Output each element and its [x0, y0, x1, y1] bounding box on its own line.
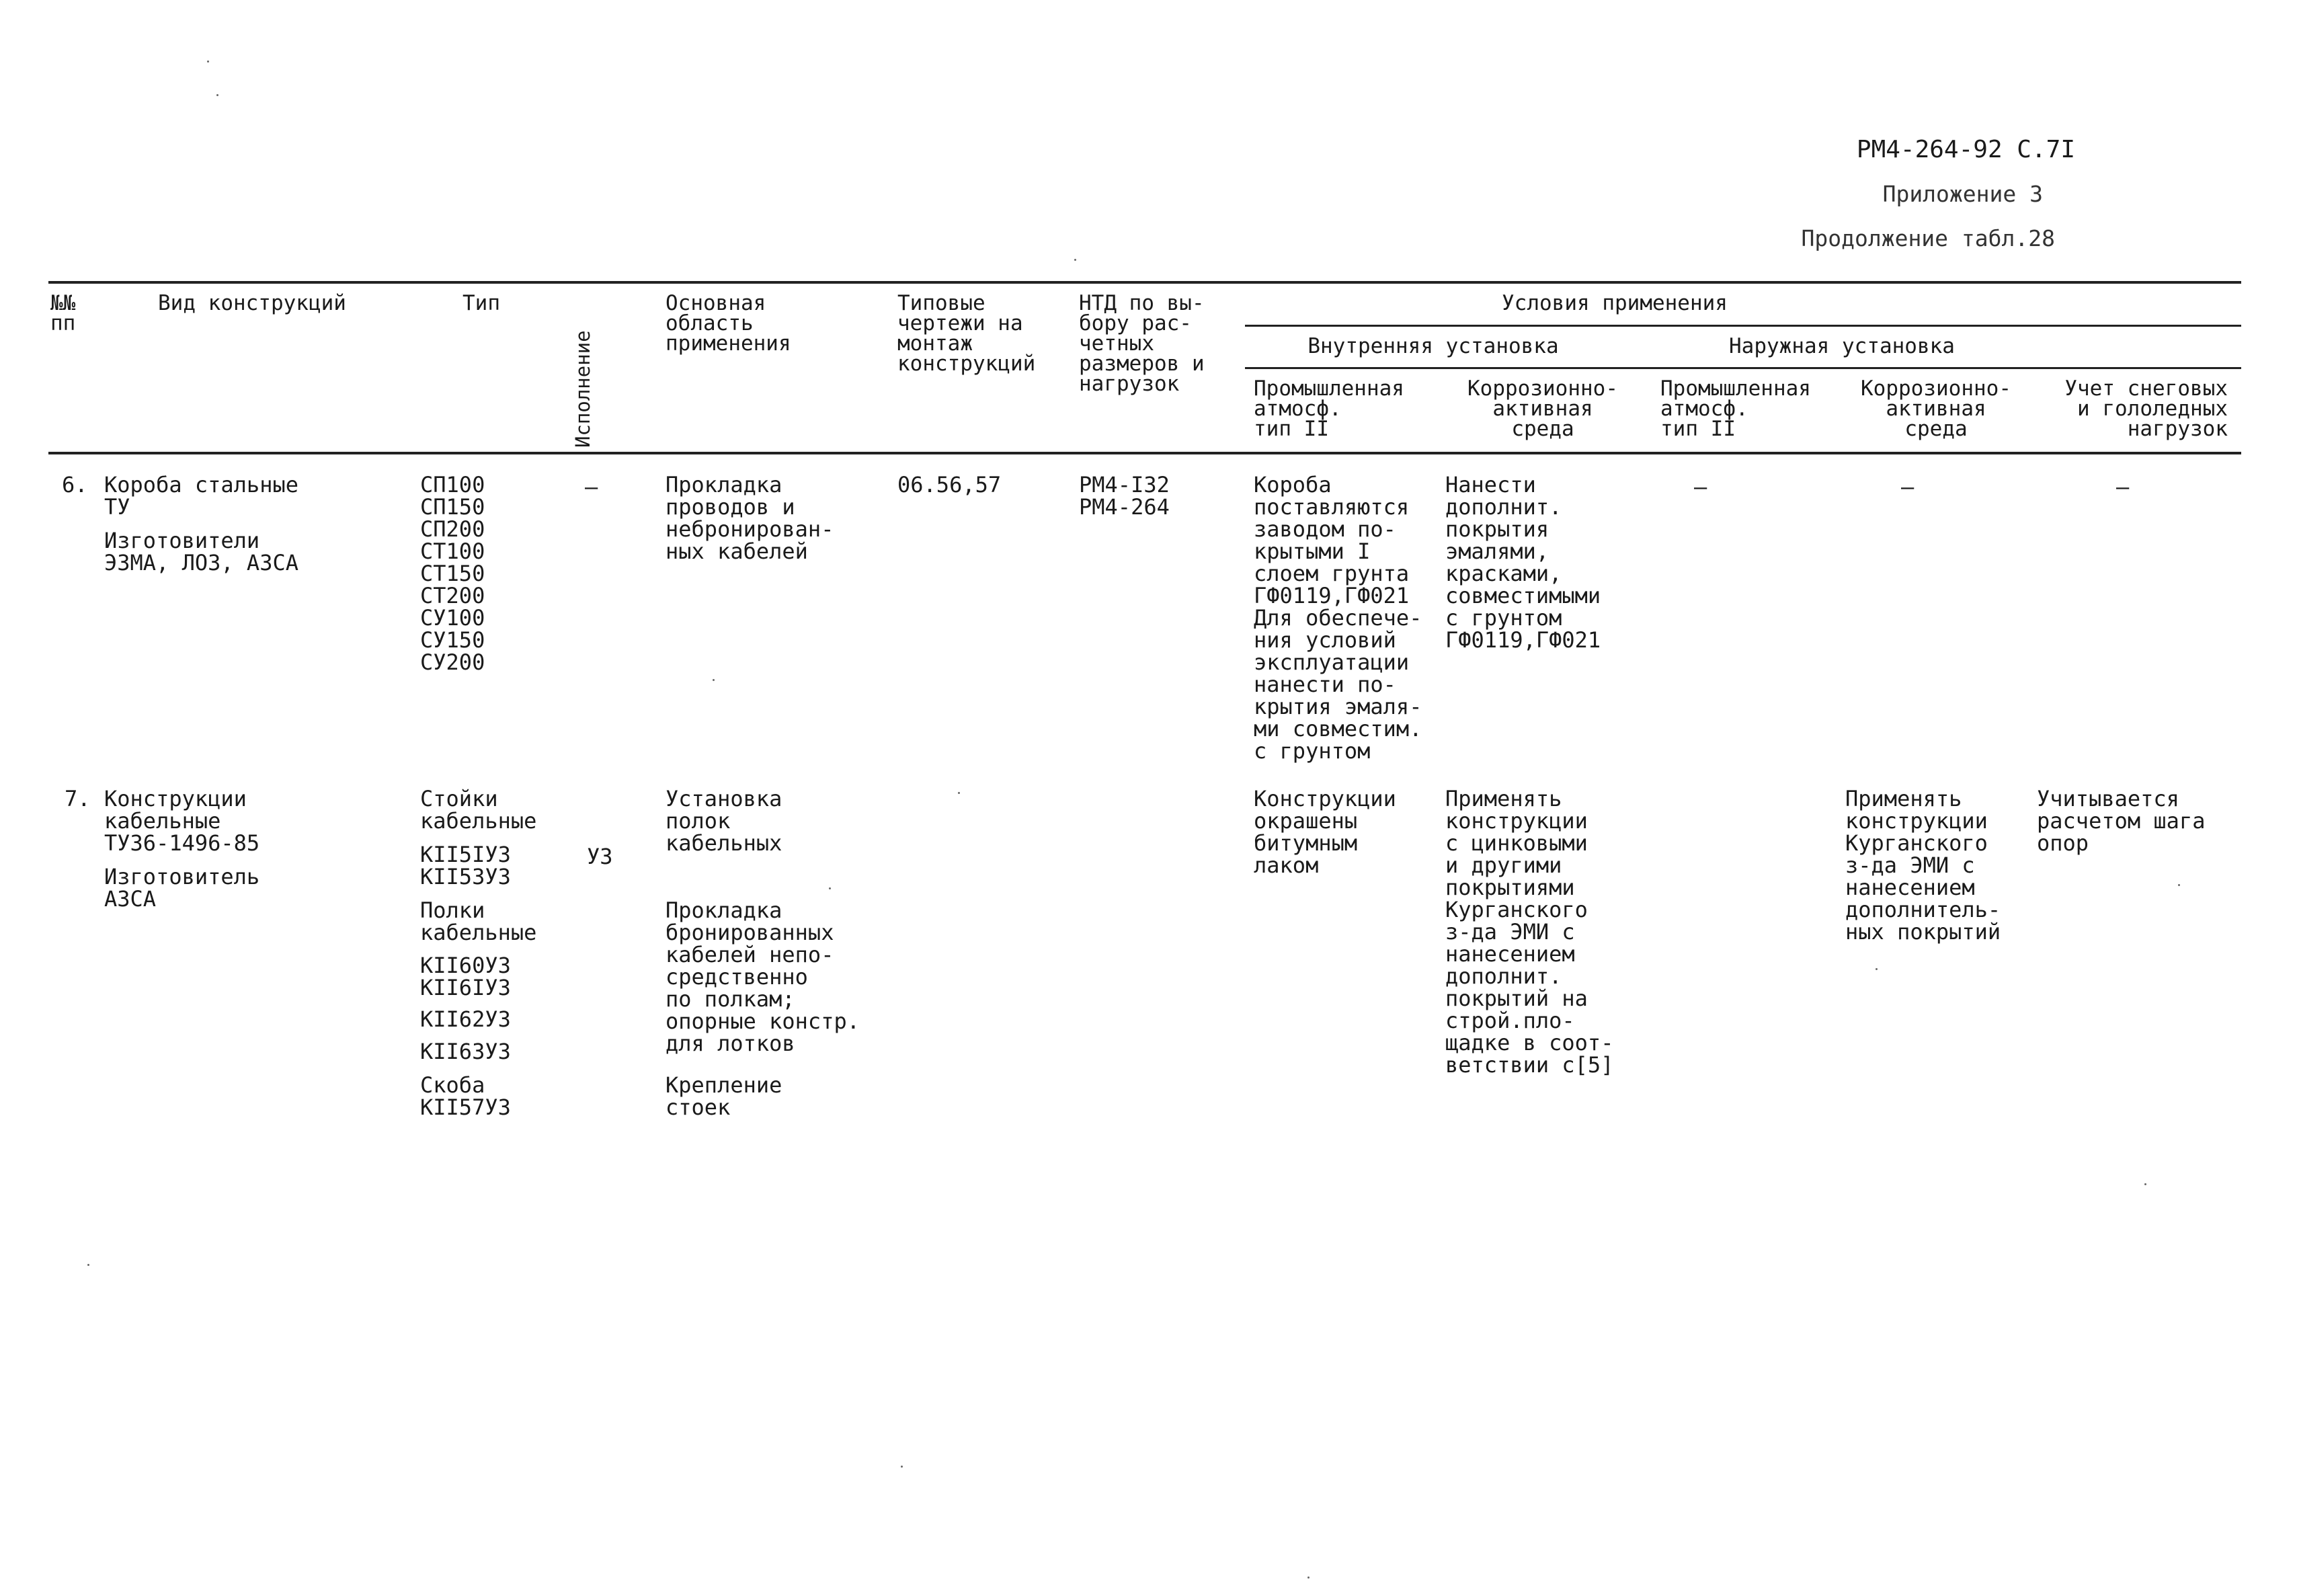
- header-conditions: Условия применения: [1502, 291, 1728, 315]
- row-6-ntd: РМ4-I32 РМ4-264: [1079, 472, 1170, 520]
- row-7-type-bracket: Скоба КII57У3: [420, 1072, 511, 1120]
- page-header: [1802, 128, 2076, 261]
- row-7-type-shelf-codes: КII60У3 КII6IУ3: [420, 953, 511, 1000]
- header-construction-kind: Вид конструкций: [158, 291, 346, 315]
- appendix-label: Приложение 3: [1882, 181, 2043, 207]
- header-indoor-corrosive: Коррозионно- активная среда: [1467, 376, 1618, 441]
- row-7-manufacturer: Изготовитель АЗСА: [104, 864, 260, 912]
- scan-speck: [2144, 1183, 2146, 1185]
- row-7-outdoor-corrosive: Применять конструкции Курганского з-да ЭМИ с нанесением дополнитель- ных покрытий: [1845, 786, 2001, 945]
- row-7-type-code-62: КII62У3: [420, 1006, 511, 1032]
- row-6-outdoor-industrial: –: [1694, 474, 1707, 500]
- header-bottom-rule: [48, 452, 2241, 454]
- row-6-construction-kind: Короба стальные ТУ: [104, 472, 298, 520]
- row-7-area-rack-mounting: Крепление стоек: [666, 1072, 782, 1120]
- row-7-indoor-corrosive: Применять конструкции с цинковыми и другими покрытиями Курганского з-да ЭМИ с нанесением дополнит. покрытий на строй.пло- щадке в соот- ветствии с[5]: [1445, 786, 1614, 1078]
- row-6-indoor-industrial: Короба поставляются заводом по- крытыми I слоем грунта ГФ0119,ГФ021 Для обеспече- ния условий эксплуатации нанести по- крытия эмаля- ми совместим. с грунтом: [1254, 472, 1422, 764]
- row-6-type: СП100 СП150 СП200 СТ100 СТ150 СТ200 СУ100 СУ150 СУ200: [420, 472, 485, 675]
- header-number: №№ пп: [50, 291, 76, 335]
- scan-speck: [1307, 1577, 1309, 1579]
- row-7-area-cable-laying: Прокладка бронированных кабелей непо- средственно по полкам; опорные констр. для лотков: [666, 897, 860, 1056]
- scan-speck: [216, 94, 218, 96]
- row-6-outdoor-corrosive: –: [1901, 474, 1915, 500]
- row-6-version: –: [585, 474, 598, 500]
- header-outdoor-industrial: Промышленная атмосф. тип II: [1660, 376, 1811, 441]
- row-7-indoor-industrial: Конструкции окрашены битумным лаком: [1254, 786, 1396, 878]
- row-6-manufacturer: Изготовители ЭЗМА, ЛОЗ, АЗСА: [104, 528, 298, 575]
- row-7-version: У3: [587, 844, 613, 869]
- row-6-indoor-corrosive: Нанести дополнит. покрытия эмалями, красками, совместимыми с грунтом ГФ0119,ГФ021: [1445, 472, 1601, 653]
- table-continuation-label: Продолжение табл.28: [1801, 225, 2055, 251]
- scan-speck: [87, 1264, 89, 1266]
- row-7-area-shelf-installation: Установка полок кабельных: [666, 786, 782, 856]
- row-7-construction-kind: Конструкции кабельные ТУ36-1496-85: [104, 786, 260, 856]
- row-7-number: 7.: [65, 786, 91, 811]
- scan-speck: [2178, 884, 2180, 886]
- document-code: РМ4-264-92 С.7I: [1856, 136, 2075, 163]
- header-indoor-industrial: Промышленная атмосф. тип II: [1254, 376, 1404, 441]
- row-6-standard-drawings: 06.56,57: [897, 472, 1002, 497]
- header-snow-ice-loads: Учет снеговых и гололедных нагрузок: [2064, 376, 2228, 441]
- header-indoor-installation: Внутренняя установка: [1307, 334, 1559, 358]
- row-7-type-shelves: Полки кабельные: [420, 897, 537, 945]
- header-ntd: НТД по вы- бору рас- четных размеров и нагрузок: [1079, 291, 1205, 396]
- table-top-rule: [48, 281, 2241, 284]
- row-7-snow-ice-loads: Учитывается расчетом шага опор: [2037, 786, 2206, 856]
- installation-rule: [1245, 367, 2241, 369]
- scan-speck: [207, 61, 209, 63]
- header-outdoor-installation: Наружная установка: [1729, 334, 1955, 358]
- row-7-type-code-63: КII63У3: [420, 1039, 511, 1064]
- row-6-snow-ice-loads: –: [2116, 474, 2130, 500]
- conditions-rule: [1245, 325, 2241, 327]
- header-application-area: Основная область применения: [666, 291, 791, 356]
- header-type: Тип: [462, 291, 500, 315]
- row-6-number: 6.: [62, 472, 88, 497]
- row-7-type-rack-codes: КII5IУ3 КII53У3: [420, 842, 511, 889]
- header-standard-drawings: Типовые чертежи на монтаж конструкций: [897, 291, 1036, 376]
- scan-speck: [1876, 968, 1878, 970]
- scan-speck: [829, 887, 831, 889]
- scan-speck: [713, 679, 715, 681]
- row-7-type-racks: Стойки кабельные: [420, 786, 537, 834]
- header-outdoor-corrosive: Коррозионно- активная среда: [1861, 376, 2011, 441]
- scan-speck: [901, 1466, 903, 1468]
- row-6-application-area: Прокладка проводов и небронирован- ных кабелей: [666, 472, 834, 564]
- header-version: Исполнение: [571, 330, 594, 448]
- scan-speck: [1074, 259, 1076, 261]
- scan-speck: [958, 792, 960, 794]
